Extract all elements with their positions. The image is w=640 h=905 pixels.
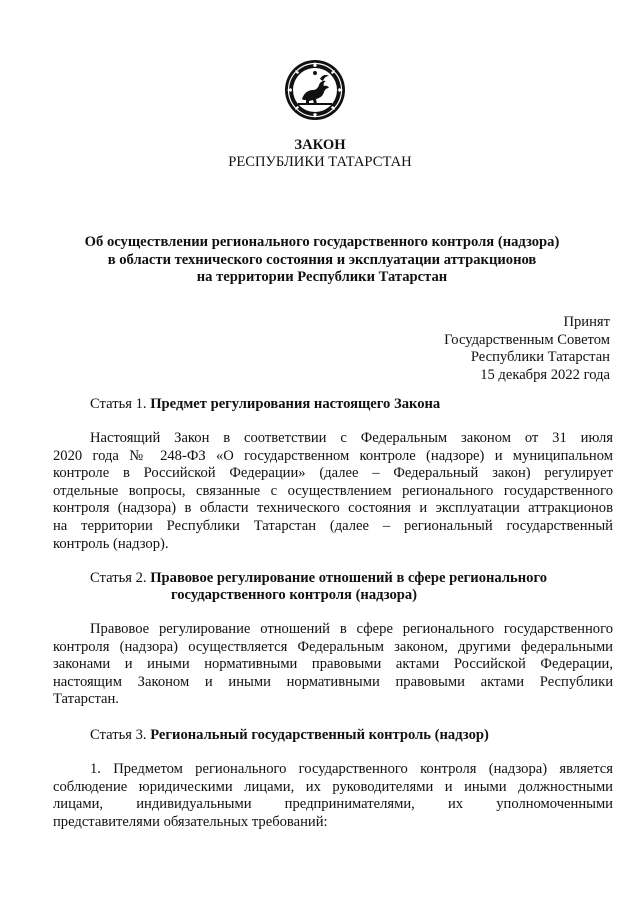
law-subtitle: РЕСПУБЛИКИ ТАТАРСТАН	[228, 154, 412, 170]
adoption-note	[444, 314, 610, 384]
paragraph-line: отдельные вопросы, связанные с осуществлением регионального государственного	[53, 482, 613, 499]
article-2-paragraph	[53, 621, 613, 709]
paragraph-line: законами и иными нормативными правовыми актами Российской Федерации,	[53, 656, 613, 673]
article-title: государственного контроля (надзора)	[171, 587, 418, 603]
article-number: Статья 1.	[90, 396, 147, 412]
article-2-heading	[90, 570, 547, 587]
paragraph-line: соблюдение юридическими лицами, их руководителями и иными должностными	[53, 778, 613, 795]
adoption-line: 15 декабря 2022 года	[480, 366, 610, 383]
article-3-heading	[90, 727, 489, 744]
law-title: ЗАКОН	[294, 137, 346, 153]
paragraph-line: контроль (надзор).	[53, 535, 169, 552]
adoption-line: Принят	[563, 314, 610, 330]
coat-of-arms-of-tatarstan-icon	[284, 59, 346, 121]
paragraph-line: контроле в Российской Федерации» (далее – Федеральный закон) регулирует	[53, 465, 613, 482]
adoption-line: Государственным Советом	[444, 331, 610, 348]
paragraph-line: Правовое регулирование отношений в сфере регионального государственного	[90, 621, 613, 637]
article-2-heading-cont	[171, 587, 417, 604]
paragraph-line: Настоящий Закон в соответствии с Федеральным законом от 31 июля	[90, 430, 613, 446]
article-1-paragraph	[53, 430, 613, 553]
law-subject-title	[60, 234, 584, 287]
paragraph-line: 2020 года № 248-ФЗ «О государственном контроле (надзоре) и муниципальном	[53, 447, 613, 464]
paragraph-line: настоящим Законом и иными нормативными правовыми актами Республики	[53, 673, 613, 690]
subject-line: на территории Республики Татарстан	[196, 269, 448, 285]
article-3-paragraph	[53, 761, 613, 831]
subject-line: Об осуществлении регионального государственного контроля (надзора)	[84, 234, 560, 250]
paragraph-line: контроля (надзора) в области технического состояния и эксплуатации аттракционов	[53, 500, 613, 517]
adoption-line: Республики Татарстан	[470, 349, 610, 365]
article-title: Региональный государственный контроль (надзор)	[150, 727, 489, 743]
article-1-heading	[90, 396, 440, 413]
article-number: Статья 3.	[90, 727, 147, 743]
paragraph-line: 1. Предметом регионального государственного контроля (надзора) является	[90, 761, 613, 777]
subject-line: в области технического состояния и эксплуатации аттракционов	[107, 251, 537, 268]
paragraph-line: на территории Республики Татарстан (далее – региональный государственный	[53, 517, 613, 534]
paragraph-line: контроля (надзора) осуществляется Федеральным законом, другими федеральными	[53, 638, 613, 655]
paragraph-line: представителями обязательных требований:	[53, 813, 328, 830]
article-title: Предмет регулирования настоящего Закона	[150, 396, 441, 412]
article-number: Статья 2.	[90, 570, 147, 586]
paragraph-line: Татарстан.	[53, 691, 119, 708]
article-title: Правовое регулирование отношений в сфере регионального	[150, 570, 548, 586]
paragraph-line: лицами, индивидуальными предпринимателями, их уполномоченными	[53, 796, 613, 813]
